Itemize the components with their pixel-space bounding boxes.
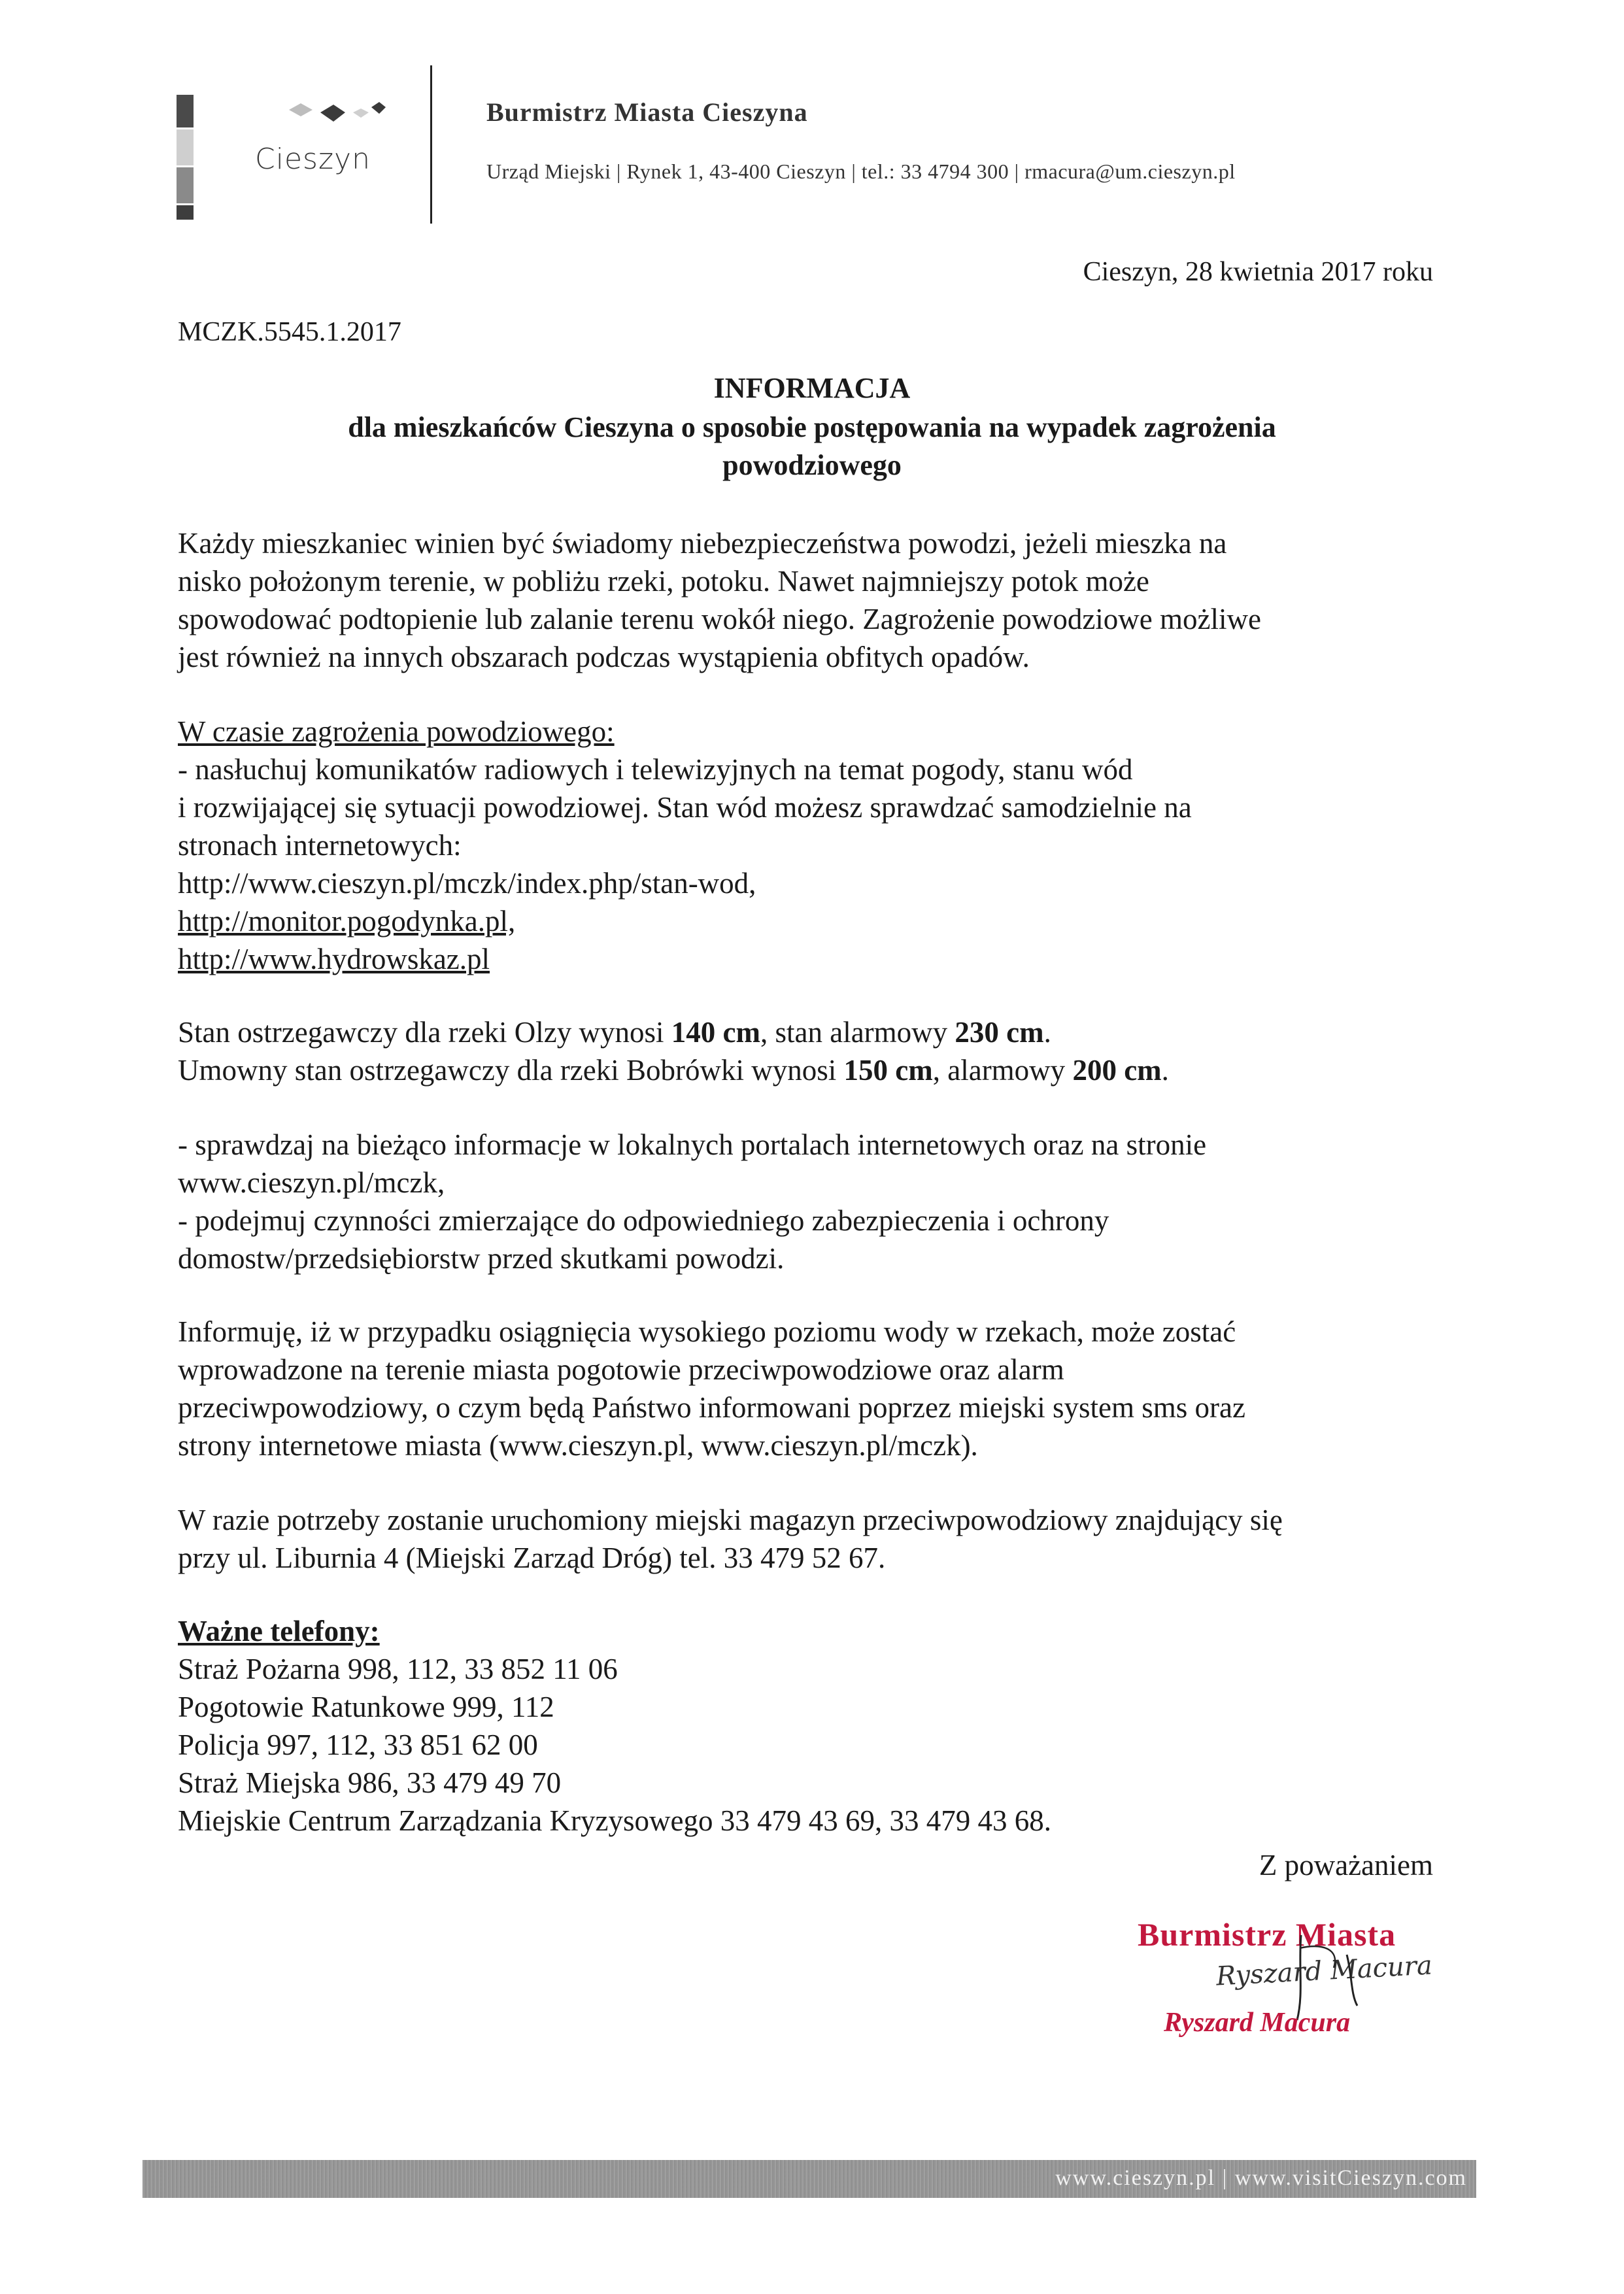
- footer-links[interactable]: www.cieszyn.pl | www.visitCieszyn.com: [1055, 2166, 1467, 2190]
- important-phones: [178, 1612, 1433, 1840]
- bobrowka-levels: [178, 1051, 1433, 1089]
- olza-warning-level: 140 cm: [671, 1016, 760, 1049]
- action-line: - sprawdzaj na bieżąco informacje w lokalnych portalach internetowych oraz na stronie: [178, 1128, 1207, 1161]
- flood-section-line: stronach internetowych:: [178, 829, 462, 862]
- reference-number: MCZK.5545.1.2017: [178, 317, 401, 347]
- org-name: Burmistrz Miasta Cieszyna: [486, 97, 808, 127]
- action-line: domostw/przedsiębiorstw przed skutkami powodzi.: [178, 1242, 785, 1275]
- logo-wordmark: Cieszyn: [255, 143, 371, 176]
- phone-entry: Straż Miejska 986, 33 479 49 70: [178, 1766, 562, 1799]
- phone-entry: Policja 997, 112, 33 851 62 00: [178, 1729, 538, 1761]
- closing: Z poważaniem: [1259, 1849, 1433, 1881]
- footer-bar: [143, 2160, 1476, 2198]
- logo-bar-mid: [177, 129, 194, 165]
- phone-entry: Pogotowie Ratunkowe 999, 112: [178, 1691, 554, 1723]
- phone-entry: Miejskie Centrum Zarządzania Kryzysowego 33 479 43 69, 33 479 43 68.: [178, 1804, 1051, 1837]
- intro-line: Każdy mieszkaniec winien być świadomy niebezpieczeństwa powodzi, jeżeli mieszka na: [178, 527, 1227, 560]
- alarm-info-line: wprowadzone na terenie miasta pogotowie przeciwpowodziowe oraz alarm: [178, 1353, 1064, 1386]
- flood-section-line: - nasłuchuj komunikatów radiowych i telewizyjnych na temat pogody, stanu wód: [178, 753, 1133, 786]
- olza-alarm-level: 230 cm: [955, 1016, 1044, 1049]
- stamp-name: Ryszard Macura: [1164, 2008, 1351, 2038]
- header-divider: [430, 65, 432, 224]
- warehouse-paragraph: [178, 1501, 1433, 1577]
- link-stan-wod[interactable]: http://www.cieszyn.pl/mczk/index.php/stan-wod,: [178, 867, 756, 900]
- bobrowka-text-mid: , alarmowy: [932, 1054, 1073, 1087]
- action-line: www.cieszyn.pl/mczk,: [178, 1166, 445, 1199]
- intro-line: spowodować podtopienie lub zalanie terenu wokół niego. Zagrożenie powodziowe możliwe: [178, 603, 1261, 635]
- bobrowka-alarm-level: 200 cm: [1072, 1054, 1162, 1087]
- warehouse-line: W razie potrzeby zostanie uruchomiony miejski magazyn przeciwpowodziowy znajdujący się: [178, 1504, 1283, 1536]
- document-subtitle-line1: dla mieszkańców Cieszyna o sposobie postępowania na wypadek zagrożenia: [348, 411, 1276, 443]
- stamp-title: Burmistrz Miasta: [1138, 1916, 1396, 1953]
- phones-heading: Ważne telefony:: [178, 1615, 380, 1647]
- olza-text: Stan ostrzegawczy dla rzeki Olzy wynosi: [178, 1016, 671, 1049]
- bobrowka-text: Umowny stan ostrzegawczy dla rzeki Bobrówki wynosi: [178, 1054, 844, 1087]
- intro-paragraph: [178, 524, 1433, 676]
- phone-entry: Straż Pożarna 998, 112, 33 852 11 06: [178, 1653, 618, 1685]
- logo-bar-low: [177, 167, 194, 203]
- handwritten-signature: Ryszard Macura: [1215, 1950, 1433, 1992]
- action-line: - podejmuj czynności zmierzające do odpowiedniego zabezpieczenia i ochrony: [178, 1204, 1109, 1237]
- alarm-info-line: Informuję, iż w przypadku osiągnięcia wysokiego poziomu wody w rzekach, może zostać: [178, 1315, 1236, 1348]
- intro-line: jest również na innych obszarach podczas wystąpienia obfitych opadów.: [178, 641, 1030, 673]
- link-pogodynka[interactable]: http://monitor.pogodynka.pl,: [178, 905, 516, 937]
- intro-line: nisko położonym terenie, w pobliżu rzeki, potoku. Nawet najmniejszy potok może: [178, 565, 1149, 598]
- logo-bar-top: [177, 95, 194, 127]
- signature-stamp: [1138, 1915, 1491, 2072]
- document-title: INFORMACJA: [713, 372, 911, 404]
- warehouse-line: przy ul. Liburnia 4 (Miejski Zarząd Dróg) tel. 33 479 52 67.: [178, 1542, 886, 1574]
- alarm-info-line: przeciwpowodziowy, o czym będą Państwo informowani poprzez miejski system sms oraz: [178, 1391, 1245, 1424]
- bobrowka-text-end: .: [1161, 1054, 1169, 1087]
- actions-list: [178, 1126, 1433, 1277]
- logo-dots-icon: [288, 98, 386, 137]
- flood-section: [178, 713, 1433, 978]
- flood-section-line: i rozwijającej się sytuacji powodziowej. Stan wód możesz sprawdzać samodzielnie na: [178, 791, 1192, 824]
- logo-bar-bottom: [177, 205, 194, 220]
- logo: [177, 92, 386, 222]
- alarm-info-line: strony internetowe miasta (www.cieszyn.pl, www.cieszyn.pl/mczk).: [178, 1429, 978, 1462]
- place-date: Cieszyn, 28 kwietnia 2017 roku: [1083, 257, 1433, 287]
- olza-text-mid: , stan alarmowy: [760, 1016, 955, 1049]
- olza-levels: [178, 1013, 1433, 1051]
- olza-text-end: .: [1043, 1016, 1051, 1049]
- bobrowka-warning-level: 150 cm: [843, 1054, 933, 1087]
- document-subtitle-line2: powodziowego: [722, 449, 902, 481]
- link-hydrowskaz[interactable]: http://www.hydrowskaz.pl: [178, 943, 490, 975]
- alarm-info-paragraph: [178, 1313, 1433, 1464]
- flood-section-heading: W czasie zagrożenia powodziowego:: [178, 715, 615, 748]
- org-contact: Urząd Miejski | Rynek 1, 43-400 Cieszyn | tel.: 33 4794 300 | rmacura@um.cieszyn.pl: [486, 160, 1236, 183]
- water-levels: [178, 1013, 1433, 1089]
